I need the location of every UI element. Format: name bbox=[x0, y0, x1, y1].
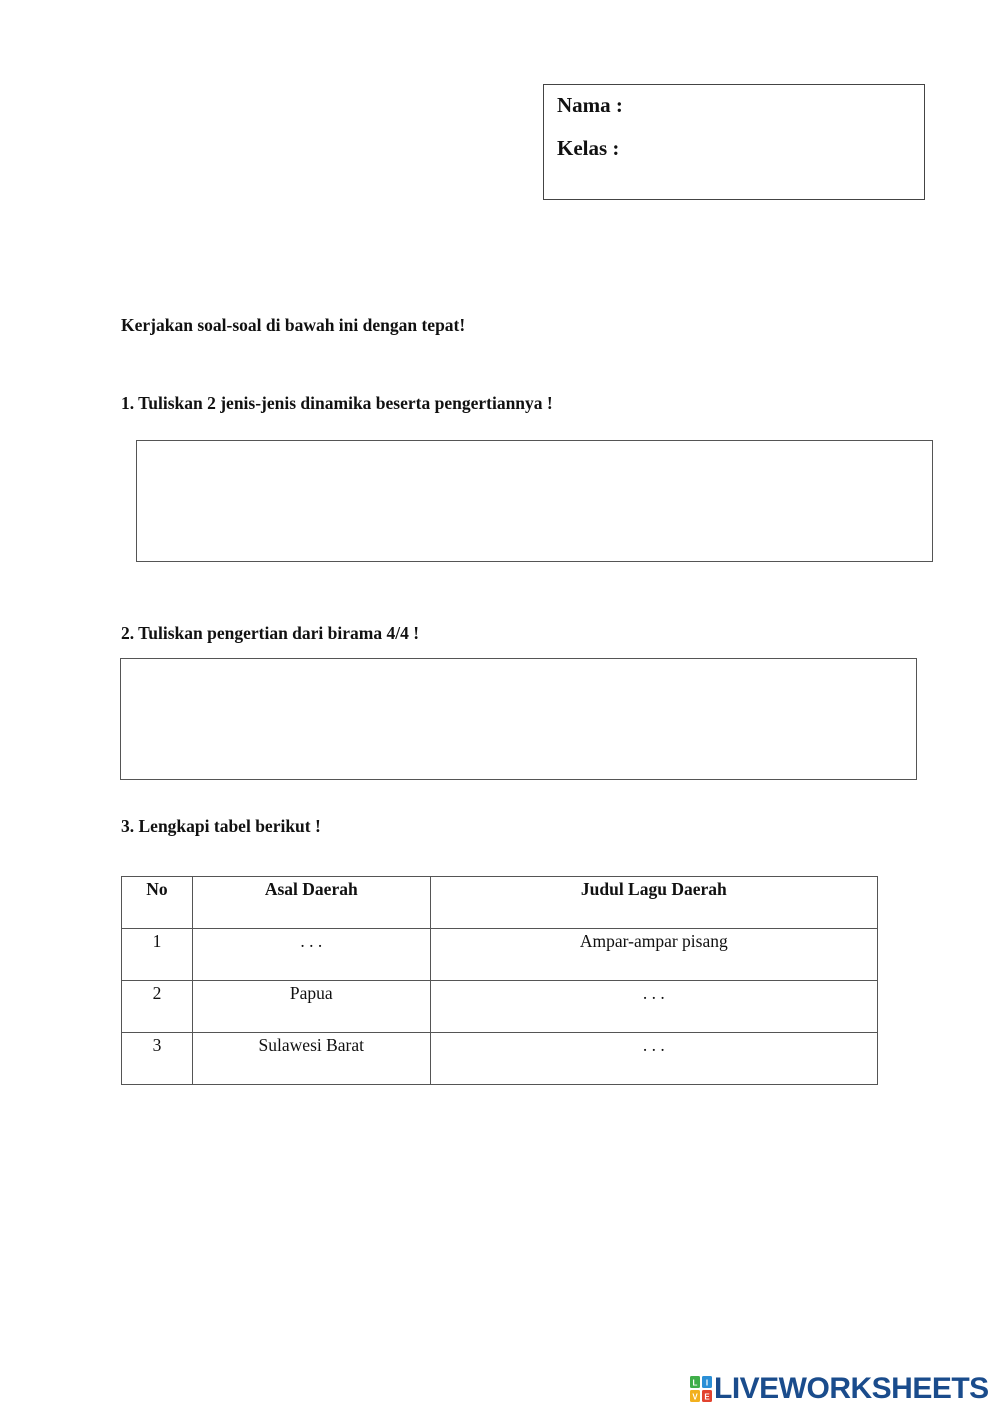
cell-judul-lagu-blank[interactable]: . . . bbox=[430, 981, 877, 1033]
class-label: Kelas : bbox=[557, 136, 620, 160]
cell-no: 2 bbox=[122, 981, 193, 1033]
liveworksheets-logo-icon bbox=[690, 1376, 712, 1402]
table-row bbox=[122, 1033, 878, 1085]
question-1-text: 1. Tuliskan 2 jenis-jenis dinamika beserta pengertiannya ! bbox=[121, 393, 553, 413]
answer-box-2[interactable] bbox=[120, 658, 917, 780]
header-asal-daerah: Asal Daerah bbox=[192, 877, 430, 929]
header-no: No bbox=[122, 877, 193, 929]
table-row bbox=[122, 929, 878, 981]
svg-text:E: E bbox=[704, 1392, 710, 1402]
svg-text:V: V bbox=[692, 1392, 698, 1402]
answer-box-1[interactable] bbox=[136, 440, 933, 562]
cell-no: 1 bbox=[122, 929, 193, 981]
instruction-text: Kerjakan soal-soal di bawah ini dengan tepat! bbox=[121, 315, 466, 335]
table-row bbox=[122, 981, 878, 1033]
cell-asal-daerah-blank[interactable]: . . . bbox=[192, 929, 430, 981]
name-label: Nama : bbox=[557, 93, 623, 117]
region-song-table bbox=[121, 876, 878, 1085]
table-header-row bbox=[122, 877, 878, 929]
brand-wordmark: LIVEWORKSHEETS bbox=[714, 1372, 989, 1405]
cell-asal-daerah: Sulawesi Barat bbox=[192, 1033, 430, 1085]
cell-asal-daerah: Papua bbox=[192, 981, 430, 1033]
header-judul-lagu-daerah: Judul Lagu Daerah bbox=[430, 877, 877, 929]
cell-judul-lagu-blank[interactable]: . . . bbox=[430, 1033, 877, 1085]
svg-text:I: I bbox=[705, 1378, 709, 1388]
question-3-text: 3. Lengkapi tabel berikut ! bbox=[121, 816, 321, 836]
question-2-text: 2. Tuliskan pengertian dari birama 4/4 ! bbox=[121, 623, 420, 643]
svg-text:L: L bbox=[692, 1378, 698, 1388]
cell-no: 3 bbox=[122, 1033, 193, 1085]
cell-judul-lagu: Ampar-ampar pisang bbox=[430, 929, 877, 981]
identity-box bbox=[543, 84, 925, 200]
liveworksheets-brand bbox=[690, 1372, 989, 1406]
